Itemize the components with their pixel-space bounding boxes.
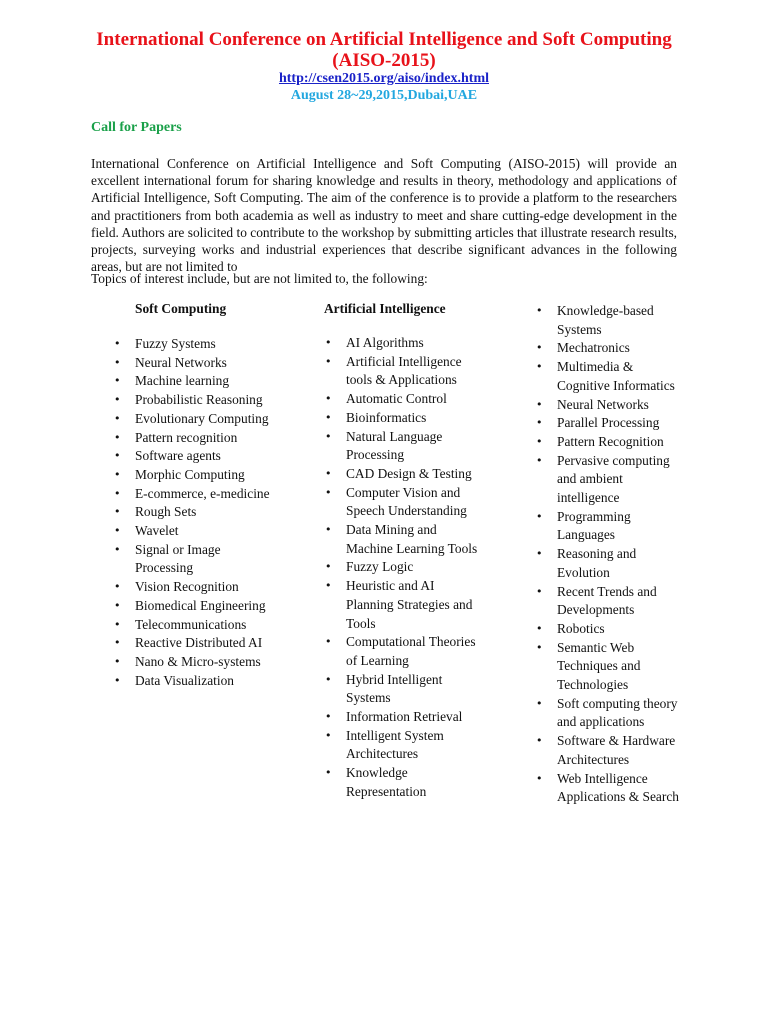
list-item: • Multimedia & Cognitive Informatics [535,358,685,395]
column-heading: Soft Computing [135,301,227,316]
list-item: • Data Visualization [113,672,273,691]
list-item: • Robotics [535,620,685,639]
list-item: • Semantic Web Techniques and Technologies [535,639,685,695]
list-item: • CAD Design & Testing [324,465,479,484]
list-item: • Machine learning [113,372,273,391]
list-item: • Reactive Distributed AI [113,634,273,653]
topic-list [113,335,273,690]
list-item: • Pervasive computing and ambient intelligence [535,452,685,508]
list-item: • Parallel Processing [535,414,685,433]
list-item: • Information Retrieval [324,708,479,727]
topic-column-misc [535,302,685,807]
call-for-papers-heading: Call for Papers [91,120,182,135]
list-item: • Knowledge-based Systems [535,302,685,339]
list-item: • Recent Trends and Developments [535,583,685,620]
list-item: • Pattern Recognition [535,433,685,452]
topic-column-soft-computing [113,300,273,690]
list-item: • Data Mining and Machine Learning Tools [324,521,479,558]
list-item: • AI Algorithms [324,334,479,353]
conference-url [0,71,768,87]
list-item: • Computational Theories of Learning [324,633,479,670]
list-item: • Fuzzy Logic [324,558,479,577]
list-item: • Reasoning and Evolution [535,545,685,582]
list-item: • Heuristic and AI Planning Strategies and Tools [324,577,479,633]
list-item: • Probabilistic Reasoning [113,391,273,410]
topic-column-artificial-intelligence [324,300,479,802]
list-item: • Web Intelligence Applications & Search [535,770,685,807]
list-item: • Software agents [113,447,273,466]
list-item: • Intelligent System Architectures [324,727,479,764]
conference-title: International Conference on Artificial Intelligence and Soft Computing [96,29,672,50]
conference-dates: August 28~29,2015,Dubai,UAE [290,88,478,103]
list-item: • Bioinformatics [324,409,479,428]
list-item: • Hybrid Intelligent Systems [324,671,479,708]
list-item: • Evolutionary Computing [113,410,273,429]
list-item: • Telecommunications [113,616,273,635]
list-item: • Biomedical Engineering [113,597,273,616]
list-item: • Programming Languages [535,508,685,545]
topics-intro: Topics of interest include, but are not limited to, the following: [91,271,428,286]
list-item: • Mechatronics [535,339,685,358]
list-item: • Neural Networks [535,396,685,415]
list-item: • Neural Networks [113,354,273,373]
list-item: • Computer Vision and Speech Understanding [324,484,479,521]
conference-acronym: (AISO-2015) [332,50,436,71]
list-item: • E-commerce, e-medicine [113,485,273,504]
topic-list [324,334,479,802]
list-item: • Automatic Control [324,390,479,409]
list-item: • Knowledge Representation [324,764,479,801]
intro-paragraph: International Conference on Artificial Intelligence and Soft Computing (AISO-2015) will provide an excellent international forum for sharing knowledge and results in theory, methodology and applications of Artificial Intelligence, Soft Computing. The aim of the conference is to provide a platform to the researchers and practitioners from both academia as well as industry to meet and share cutting-edge development in the field. Authors are solicited to contribute to the workshop by submitting articles that illustrate research results, projects, surveying works and industrial experiences that describe significant advances in the following areas, but are not limited to [91,156,677,275]
topic-list [535,302,685,807]
list-item: • Signal or Image Processing [113,541,273,578]
list-item: • Nano & Micro-systems [113,653,273,672]
column-heading: Artificial Intelligence [324,301,446,316]
list-item: • Rough Sets [113,503,273,522]
list-item: • Morphic Computing [113,466,273,485]
list-item: • Software & Hardware Architectures [535,732,685,769]
conference-link[interactable]: http://csen2015.org/aiso/index.html [278,71,489,86]
list-item: • Wavelet [113,522,273,541]
list-item: • Artificial Intelligence tools & Applications [324,353,479,390]
list-item: • Natural Language Processing [324,428,479,465]
list-item: • Soft computing theory and applications [535,695,685,732]
list-item: • Fuzzy Systems [113,335,273,354]
list-item: • Pattern recognition [113,429,273,448]
list-item: • Vision Recognition [113,578,273,597]
